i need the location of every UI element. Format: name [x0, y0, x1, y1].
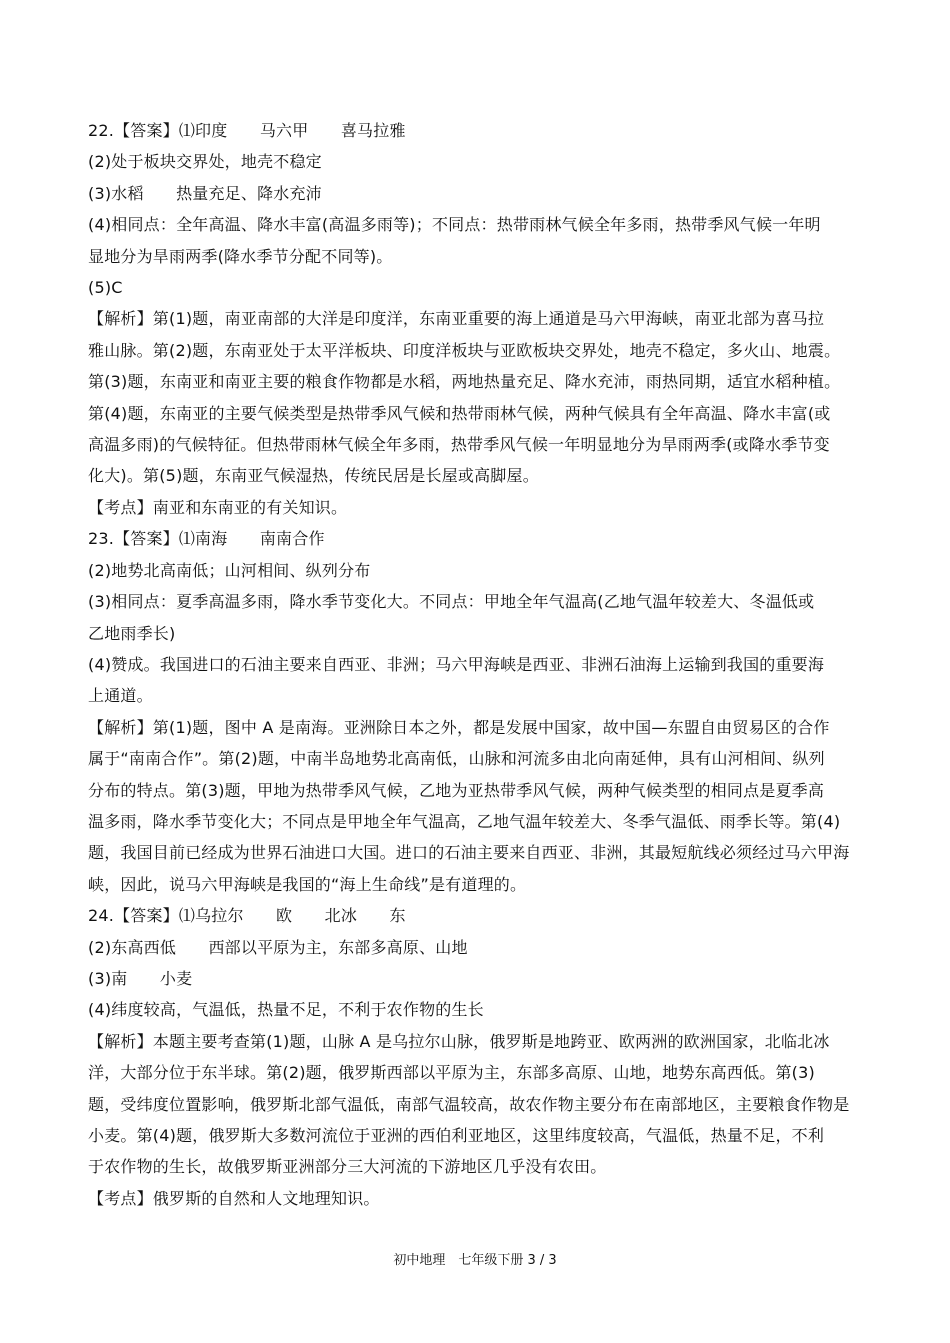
page-footer: 初中地理 七年级下册 3 / 3	[393, 1253, 557, 1268]
text-line: 【考点】南亚和东南亚的有关知识。	[88, 497, 348, 517]
text-line: 分布的特点。第(3)题，甲地为热带季风气候，乙地为亚热带季风气候，两种气候类型的相同点是夏季高	[88, 780, 825, 800]
text-line: 题，我国目前已经成为世界石油进口大国。进口的石油主要来自西亚、非洲，其最短航线必须经过马六甲海	[88, 843, 850, 863]
text-line: (4)赞成。我国进口的石油主要来自西亚、非洲；马六甲海峡是西亚、非洲石油海上运输到我国的重要海	[88, 654, 825, 674]
text-line: 温多雨，降水季节变化大；不同点是甲地全年气温高，乙地气温年较差大、冬季气温低、雨季长等。第(4)	[88, 811, 841, 831]
text-line: 化大)。第(5)题，东南亚气候湿热，传统民居是长屋或高脚屋。	[88, 466, 539, 486]
text-line: (2)处于板块交界处，地壳不稳定	[88, 152, 322, 172]
text-line: 乙地雨季长)	[88, 623, 176, 643]
text-line: 【解析】第(1)题，南亚南部的大洋是印度洋，东南亚重要的海上通道是马六甲海峡，南亚北部为喜马拉	[88, 309, 825, 329]
text-line: 属于“南南合作”。第(2)题，中南半岛地势北高南低，山脉和河流多由北向南延伸，具有山河相间、纵列	[88, 749, 825, 769]
text-line: (3)水稻 热量充足、降水充沛	[88, 183, 322, 203]
text-line: (2)东高西低 西部以平原为主，东部多高原、山地	[88, 937, 468, 957]
text-line: (3)南 小麦	[88, 968, 193, 988]
text-line: 小麦。第(4)题，俄罗斯大多数河流位于亚洲的西伯利亚地区，这里纬度较高，气温低，热量不足，不利	[88, 1126, 825, 1145]
text-line: 第(4)题，东南亚的主要气候类型是热带季风气候和热带雨林气候，两种气候具有全年高温、降水丰富(或	[88, 403, 831, 423]
text-line: 上通道。	[88, 686, 153, 706]
text-line: 于农作物的生长，故俄罗斯亚洲部分三大河流的下游地区几乎没有农田。	[88, 1157, 607, 1177]
text-line: 22.【答案】⑴印度 马六甲 喜马拉雅	[88, 121, 406, 140]
text-line: 【解析】第(1)题，图中 A 是南海。亚洲除日本之外，都是发展中国家，故中国—东盟自由贸易区的合作	[88, 717, 830, 737]
text-line: 23.【答案】⑴南海 南南合作	[88, 529, 325, 549]
text-line: 雅山脉。第(2)题，东南亚处于太平洋板块、印度洋板块与亚欧板块交界处，地壳不稳定，多火山、地震。	[88, 340, 841, 360]
text-line: (2)地势北高南低；山河相间、纵列分布	[88, 560, 371, 580]
text-line: (4)纬度较高，气温低，热量不足，不利于农作物的生长	[88, 1000, 484, 1020]
text-line: 峡，因此，说马六甲海峡是我国的“海上生命线”是有道理的。	[88, 874, 527, 894]
text-line: 题，受纬度位置影响，俄罗斯北部气温低，南部气温较高，故农作物主要分布在南部地区，主要粮食作物是	[88, 1094, 850, 1114]
document-body	[88, 115, 858, 1214]
text-line: 【解析】本题主要考查第(1)题，山脉 A 是乌拉尔山脉，俄罗斯是地跨亚、欧两洲的欧洲国家，北临北冰	[88, 1031, 830, 1051]
text-line: (5)C	[88, 278, 123, 298]
text-line: 高温多雨)的气候特征。但热带雨林气候全年多雨，热带季风气候一年明显地分为旱雨两季(或降水季节变	[88, 435, 830, 455]
text-line: 24.【答案】⑴乌拉尔 欧 北冰 东	[88, 906, 406, 926]
text-line: 第(3)题，东南亚和南亚主要的粮食作物都是水稻，两地热量充足、降水充沛，雨热同期，适宜水稻种植。	[88, 372, 841, 392]
text-line: (4)相同点：全年高温、降水丰富(高温多雨等)；不同点：热带雨林气候全年多雨，热带季风气候一年明	[88, 215, 821, 235]
text-line: 洋，大部分位于东半球。第(2)题，俄罗斯西部以平原为主，东部多高原、山地，地势东高西低。第(3)	[88, 1063, 815, 1083]
text-line: 显地分为旱雨两季(降水季节分配不同等)。	[88, 246, 393, 266]
text-line: (3)相同点：夏季高温多雨，降水季节变化大。不同点：甲地全年气温高(乙地气温年较差大、冬温低或	[88, 592, 815, 612]
text-line: 【考点】俄罗斯的自然和人文地理知识。	[88, 1188, 380, 1208]
